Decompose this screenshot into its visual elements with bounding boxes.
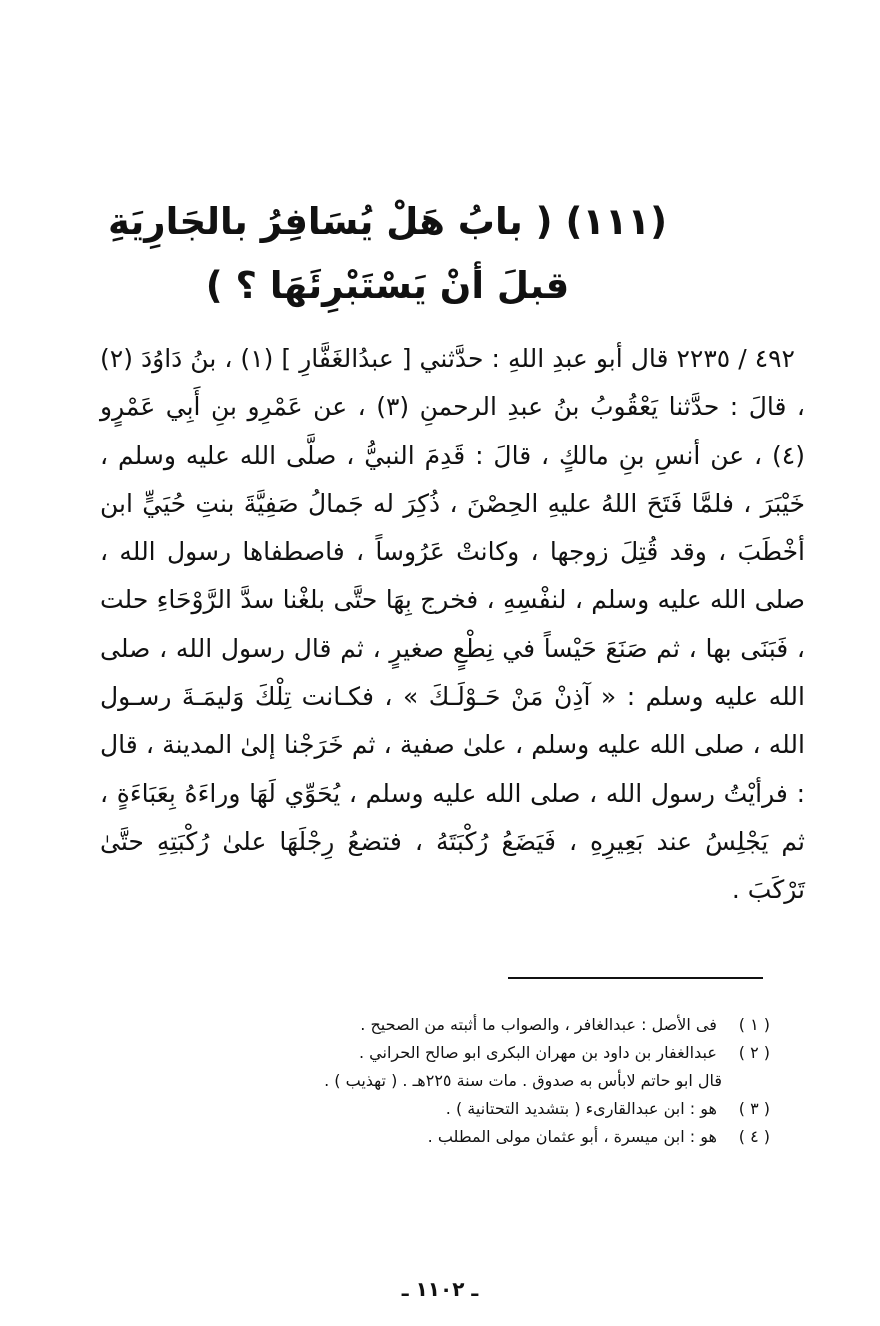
- chapter-heading: [90, 190, 685, 318]
- chapter-heading-line-2: قبلَ أنْ يَسْتَبْرِئَهَا ؟ ): [205, 264, 570, 307]
- footnotes: [130, 1011, 770, 1151]
- footnote-number: ( ٣ ): [738, 1099, 770, 1118]
- footnote-text: هو : ابن ميسرة ، أبو عثمان مولى المطلب .: [427, 1127, 717, 1146]
- hadith-paragraph: ٤٩٢ / ٢٢٣٥ قال أبو عبدِ اللهِ : حدَّثني [ عبدُالغَفَّارِ ] (١) ، بنُ دَاوُدَ (٢) ، قالَ : حدَّثنا يَعْقُوبُ بنُ عبدِ الرحمنِ (٣) ، عن عَمْرِو بنِ أَبِي عَمْرٍو (٤) ، عن أنسِ بنِ مالكٍ ، قالَ : قَدِمَ النبيُّ ، صلَّى الله عليه وسلم ، خَيْبَرَ ، فلمَّا فَتَحَ اللهُ عليهِ الحِصْنَ ، ذُكِرَ له جَمالُ صَفِيَّةَ بنتِ حُيَيٍّ ابن أخْطَبَ ، وقد قُتِلَ زوجها ، وكانتْ عَرُوساً ، فاصطفاها رسول الله ، صلى الله عليه وسلم ، لنفْسِهِ ، فخرج بِهَا حتَّى بلغْنا سدَّ الرَّوْحَاءِ حلت ، فَبَنَى بها ، ثم صَنَعَ حَيْساً في نِطْعٍ صغيرٍ ، ثم قال رسول الله ، صلى الله عليه وسلم : « آذِنْ مَنْ حَـوْلَـكَ » ، فكـانت تِلْكَ وَليمَـةَ رسـول الله ، صلى الله عليه وسلم ، علىٰ صفية ، ثم خَرَجْنا إلىٰ المدينة ، قال : فرأيْتُ رسول الله ، صلى الله عليه وسلم ، يُحَوِّي لَهَا وراءَهُ بِعَبَاءَةٍ ، ثم يَجْلِسُ عند بَعِيرِهِ ، فَيَضَعُ رُكْبَتَهُ ، فتضعُ رِجْلَهَا علىٰ رُكْبَتِهِ حتَّىٰ تَرْكَبَ .: [100, 344, 806, 905]
- footnote-text: قال ابو حاتم لابأس به صدوق . مات سنة ٢٢٥هـ . ( تهذيب ) .: [324, 1071, 722, 1090]
- page-number: ـ ١١٠٢ ـ: [401, 1277, 479, 1301]
- footnote-3: [130, 1095, 770, 1123]
- footnote-number: ( ٤ ): [738, 1127, 770, 1146]
- hadith-text: [100, 335, 805, 915]
- footnote-separator: [508, 977, 763, 979]
- footnote-2: [130, 1039, 770, 1067]
- footnote-4: [130, 1123, 770, 1151]
- footnote-text: عبدالغفار بن داود بن مهران البكرى ابو صالح الحراني .: [359, 1043, 717, 1062]
- footnote-2-continuation: [130, 1067, 770, 1095]
- footnote-1: [130, 1011, 770, 1039]
- footnote-text: هو : ابن عبدالقارىء ( بتشديد التحتانية ) .: [445, 1099, 717, 1118]
- footnote-text: فى الأصل : عبدالغافر ، والصواب ما أثبته من الصحيح .: [360, 1015, 717, 1034]
- footnote-number: ( ١ ): [738, 1015, 770, 1034]
- chapter-heading-line-1: (١١١) ( بابُ هَلْ يُسَافِرُ بالجَارِيَةِ: [107, 200, 668, 243]
- footnote-number: ( ٢ ): [738, 1043, 770, 1062]
